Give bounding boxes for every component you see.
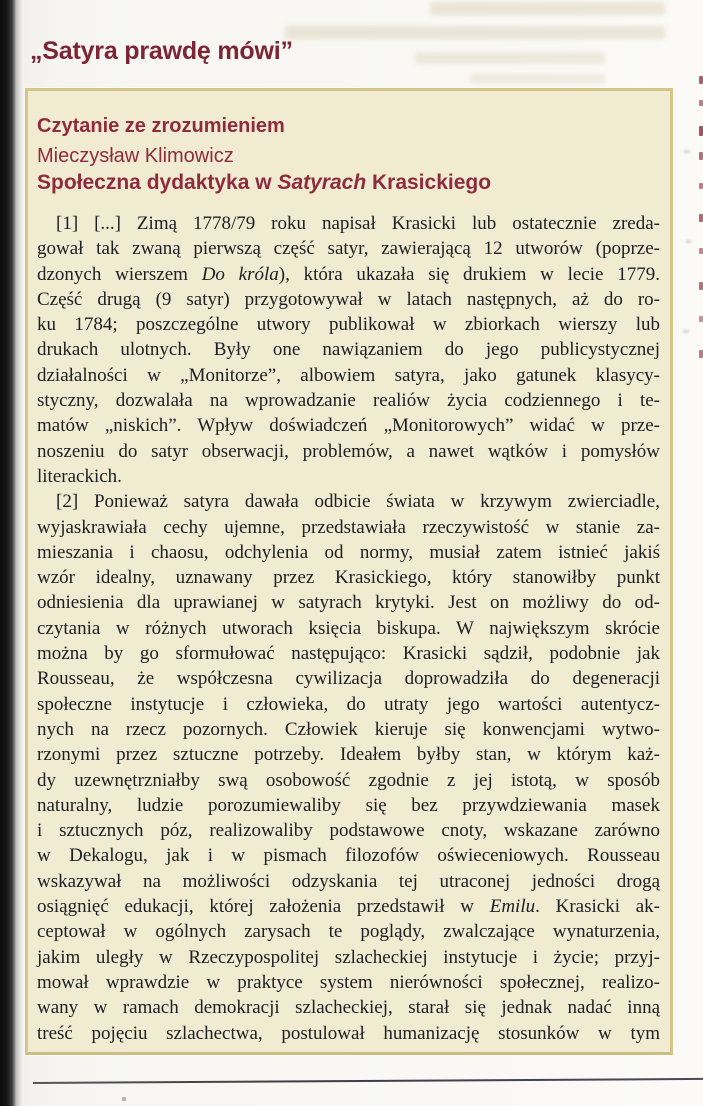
- text-line: mował wprawdzie w praktyce system nierówności społecznej, realizo-: [37, 971, 660, 993]
- text-line: wskazywał na możliwości odzyskania tej utraconej jedności drogą: [37, 870, 660, 892]
- text-line: ceptował w ogólnych zarysach te poglądy, zwalczające wynaturzenia,: [37, 921, 660, 943]
- page-title: „Satyra prawdę mówi”: [30, 37, 293, 65]
- article-body: [37, 211, 660, 1046]
- page-bleed-mark: [699, 282, 703, 290]
- page-showthrough: [683, 330, 689, 333]
- article-title: Społeczna dydaktyka w Satyrach Krasickiego: [37, 171, 492, 194]
- text-line: dy uzewnętrzniałby swą osobowość zgodnie z jej istotą, w sposób: [37, 769, 660, 791]
- text-line: styczny, dozwalała na wprowadzanie realiów życia codziennego i te-: [37, 390, 660, 412]
- page-bleed-mark: [699, 126, 703, 136]
- reading-box: [25, 88, 673, 1055]
- text-line: wzór idealny, uznawany przez Krasickiego, który stanowiłby punkt: [37, 567, 660, 589]
- page-bleed-mark: [699, 214, 703, 222]
- page-showthrough: [430, 2, 665, 15]
- page-showthrough: [686, 240, 691, 243]
- text-line: w Dekalogu, jak i w pismach filozofów oświeceniowych. Rousseau: [37, 845, 660, 867]
- text-line: ku 1784; poszczególne utwory publikował w zbiorkach wierszy lub: [37, 314, 660, 336]
- text-line: Część drugą (9 satyr) przygotowywał w latach następnych, aż do ro-: [37, 288, 660, 310]
- text-line: czytania w różnych utworach księcia biskupa. W największym skrócie: [37, 617, 660, 639]
- paragraph: [37, 489, 660, 1046]
- section-label: Czytanie ze zrozumieniem: [37, 115, 285, 137]
- text-line: Rousseau, że współczesna cywilizacja doprowadziła do degeneracji: [37, 668, 660, 690]
- text-line: rzonymi przez sztuczne potrzeby. Ideałem byłby stan, w którym każ-: [37, 744, 660, 766]
- page-bleed-mark: [699, 248, 703, 254]
- text-line: można by go sformułować następująco: Krasicki sądził, podobnie jak: [37, 643, 660, 665]
- text-line: literackich.: [37, 465, 122, 487]
- paragraph: [37, 211, 660, 489]
- text-line: gował tak zwaną pierwszą część satyr, zawierającą 12 utworów (poprze-: [37, 238, 660, 260]
- text-line: wany w ramach demokracji szlacheckiej, starał się jednak nadać inną: [37, 997, 660, 1019]
- text-line: wyjaskrawiała cechy ujemne, przedstawiała rzeczywistość w stanie za-: [37, 516, 660, 538]
- text-line: i sztucznych póz, realizowaliby podstawowe cnoty, wskazane zarówno: [37, 820, 660, 842]
- page-bleed-mark: [699, 100, 703, 106]
- page-bleed-mark: [699, 350, 703, 358]
- page-showthrough: [415, 52, 605, 64]
- author-name: Mieczysław Klimowicz: [37, 145, 234, 167]
- page-bleed-mark: [699, 76, 703, 84]
- page-bleed-mark: [699, 316, 703, 322]
- text-line: [1] [...] Zimą 1778/79 roku napisał Krasicki lub ostatecznie zreda-: [56, 213, 660, 234]
- page-bleed-mark: [699, 152, 703, 160]
- text-line: mieszania i chaosu, odchylenia od normy, musiał zatem istnieć jakiś: [37, 541, 660, 563]
- page-bleed-mark: [699, 183, 703, 189]
- page-showthrough: [684, 150, 690, 153]
- text-line: naturalny, ludzie porozumiewaliby się bez przywdziewania masek: [37, 794, 660, 816]
- text-line: drukach ulotnych. Były one nawiązaniem do jego publicystycznej: [37, 339, 660, 361]
- text-line: jakim uległy w Rzeczypospolitej szlacheckiej instytucje i życie; przyj-: [37, 946, 660, 968]
- page-showthrough: [470, 74, 605, 84]
- text-line: noszeniu do satyr obserwacji, problemów, a nawet wątków i pomysłów: [37, 440, 660, 462]
- text-line: matów „niskich”. Wpływ doświadczeń „Monitorowych” widać w prze-: [37, 415, 660, 437]
- text-line: [2] Ponieważ satyra dawała odbicie świata w krzywym zwierciadle,: [56, 491, 660, 513]
- text-line: osiągnięć edukacji, której założenia przedstawił w Emilu. Krasicki ak-: [37, 896, 660, 918]
- text-line: działalności w „Monitorze”, albowiem satyra, jako gatunek klasycy-: [37, 364, 660, 386]
- scan-speck: [122, 1097, 126, 1101]
- text-line: nych na rzecz pozornych. Człowiek kieruje się konwencjami wytwo-: [37, 718, 660, 740]
- text-line: odniesienia dla uprawianej w satyrach krytyki. Jest on możliwy do od-: [37, 592, 660, 614]
- book-spine-shadow: [0, 0, 22, 1106]
- bottom-rule: [33, 1078, 703, 1084]
- text-line: treść pojęciu szlachectwa, postulował humanizację stosunków w tym: [37, 1022, 660, 1044]
- page-showthrough: [285, 26, 665, 39]
- text-line: dzonych wierszem Do króla), która ukazała się drukiem w lecie 1779.: [37, 263, 660, 285]
- text-line: społeczne instytucje i człowieka, do utraty jego wartości autentycz-: [37, 693, 660, 715]
